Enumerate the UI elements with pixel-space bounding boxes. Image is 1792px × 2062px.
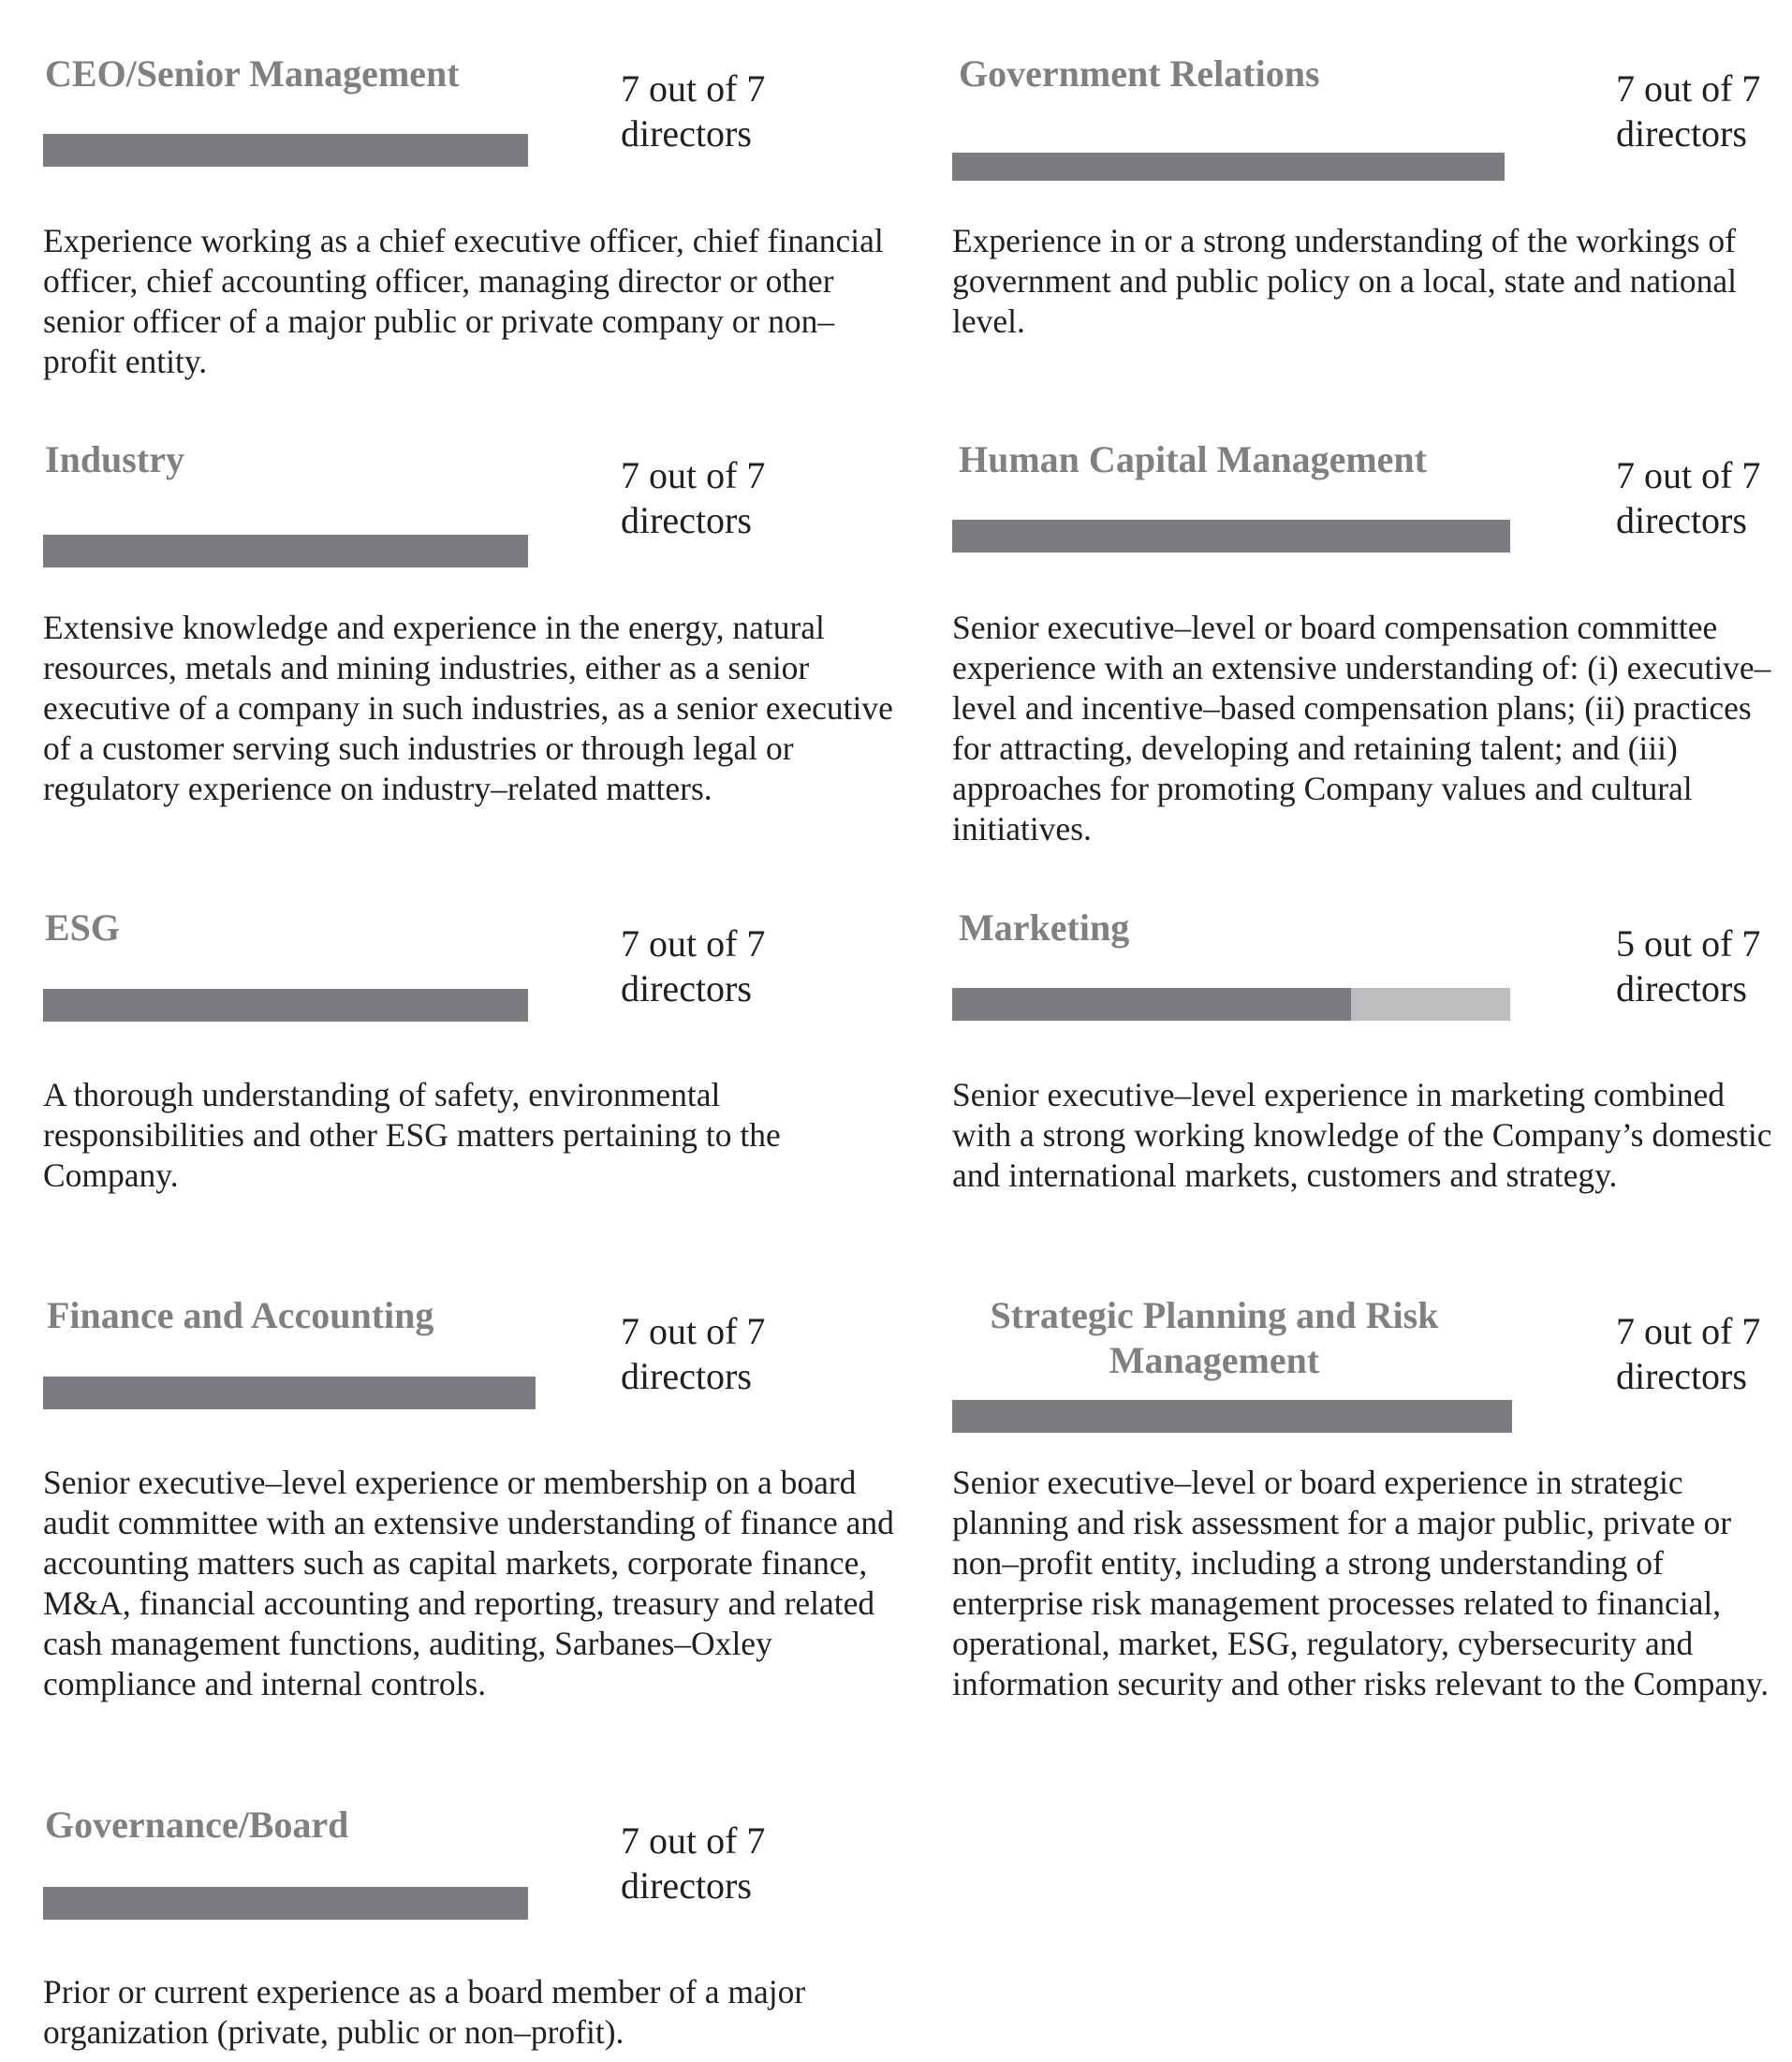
director-count [1616, 921, 1792, 1011]
skill-title: CEO/Senior Management [45, 52, 460, 95]
director-bar [952, 153, 1505, 181]
director-count-unit: directors [1616, 499, 1747, 541]
skill-description: Senior executive–level or board experience in strategic planning and risk assessment for a major public, private or non–profit entity, including a strong understanding of enterprise risk management processes related to financial, operational, market, ESG, regulatory, cybersecurity and information security and other risks relevant to the Company. [952, 1464, 1770, 1702]
director-bar [43, 1887, 528, 1920]
director-count-unit: directors [621, 967, 752, 1009]
director-count [621, 921, 827, 1011]
skill-description: Senior executive–level experience or membership on a board audit committee with an extensive understanding of finance and accounting matters such as capital markets, corporate finance, M&A, financial accounting and reporting, treasury and related cash management functions, auditing, Sarbanes–Oxley compliance and internal controls. [43, 1464, 894, 1702]
skill-description: Senior executive–level or board compensation committee experience with an extensive understanding of: (i) executive–level and incentive–based compensation plans; (ii) practices for attracting, developing and retaining talent; and (iii) approaches for promoting Company values and cultural initiatives. [952, 609, 1771, 847]
director-bar [952, 520, 1510, 552]
director-bar-fill [43, 535, 528, 567]
director-count-ratio: 7 out of 7 [1616, 67, 1761, 110]
director-bar [43, 1377, 536, 1409]
skill-description: A thorough understanding of safety, environmental responsibilities and other ESG matters pertaining to the Company. [43, 1076, 781, 1194]
director-count-unit: directors [1616, 967, 1747, 1009]
skill-title: Marketing [959, 906, 1130, 949]
director-count-ratio: 7 out of 7 [621, 67, 766, 110]
director-bar-fill [43, 989, 528, 1022]
director-count-ratio: 7 out of 7 [621, 454, 766, 496]
director-count [1616, 1309, 1792, 1399]
director-bar-fill [43, 1377, 536, 1409]
director-count [1616, 66, 1792, 156]
director-count-unit: directors [1616, 1355, 1747, 1397]
director-count-ratio: 7 out of 7 [1616, 454, 1761, 496]
director-count-unit: directors [1616, 112, 1747, 155]
director-bar-fill [43, 1887, 528, 1920]
director-bar-fill [952, 1400, 1512, 1433]
skill-description: Extensive knowledge and experience in the energy, natural resources, metals and mining industries, either as a senior executive of a company in such industries, as a senior executive of a customer serving such industries or through legal or regulatory experience on industry–related matters. [43, 609, 893, 807]
director-bar-fill [952, 520, 1510, 552]
director-bar-fill [43, 134, 528, 167]
director-count-ratio: 7 out of 7 [621, 1310, 766, 1352]
skill-description: Experience working as a chief executive officer, chief financial officer, chief accounting officer, managing director or other senior officer of a major public or private company or non–profit entity. [43, 222, 884, 380]
director-count-ratio: 7 out of 7 [1616, 1310, 1761, 1352]
skill-title: Industry [45, 438, 184, 480]
skill-title: Human Capital Management [959, 438, 1427, 480]
director-count [621, 66, 827, 156]
director-count-ratio: 5 out of 7 [1616, 922, 1761, 965]
director-count-unit: directors [621, 1355, 752, 1397]
director-bar-fill [952, 153, 1505, 181]
skill-title: ESG [45, 906, 121, 949]
director-count-ratio: 7 out of 7 [621, 1819, 766, 1862]
director-bar [43, 134, 528, 167]
skill-title: Governance/Board [45, 1804, 349, 1846]
director-count-ratio: 7 out of 7 [621, 922, 766, 965]
director-bar-fill [952, 988, 1351, 1021]
skill-description: Experience in or a strong understanding of the workings of government and public policy on a local, state and national level. [952, 222, 1737, 340]
director-bar [43, 989, 528, 1022]
skill-title: Finance and Accounting [47, 1294, 434, 1336]
director-bar [952, 1400, 1512, 1433]
director-count-unit: directors [621, 112, 752, 155]
director-count [621, 1819, 827, 1908]
director-count [1616, 453, 1792, 543]
skill-description: Senior executive–level experience in marketing combined with a strong working knowledge of the Company’s domestic and international markets, customers and strategy. [952, 1076, 1772, 1194]
skill-title: Government Relations [959, 52, 1320, 95]
skill-description: Prior or current experience as a board member of a major organization (private, public or non–profit). [43, 1973, 806, 2051]
director-bar [43, 535, 528, 567]
skill-title: Strategic Planning and Risk Management [990, 1294, 1439, 1381]
director-count-unit: directors [621, 499, 752, 541]
director-count-unit: directors [621, 1864, 752, 1907]
director-count [621, 453, 827, 543]
director-count [621, 1309, 827, 1399]
director-bar [952, 988, 1510, 1021]
